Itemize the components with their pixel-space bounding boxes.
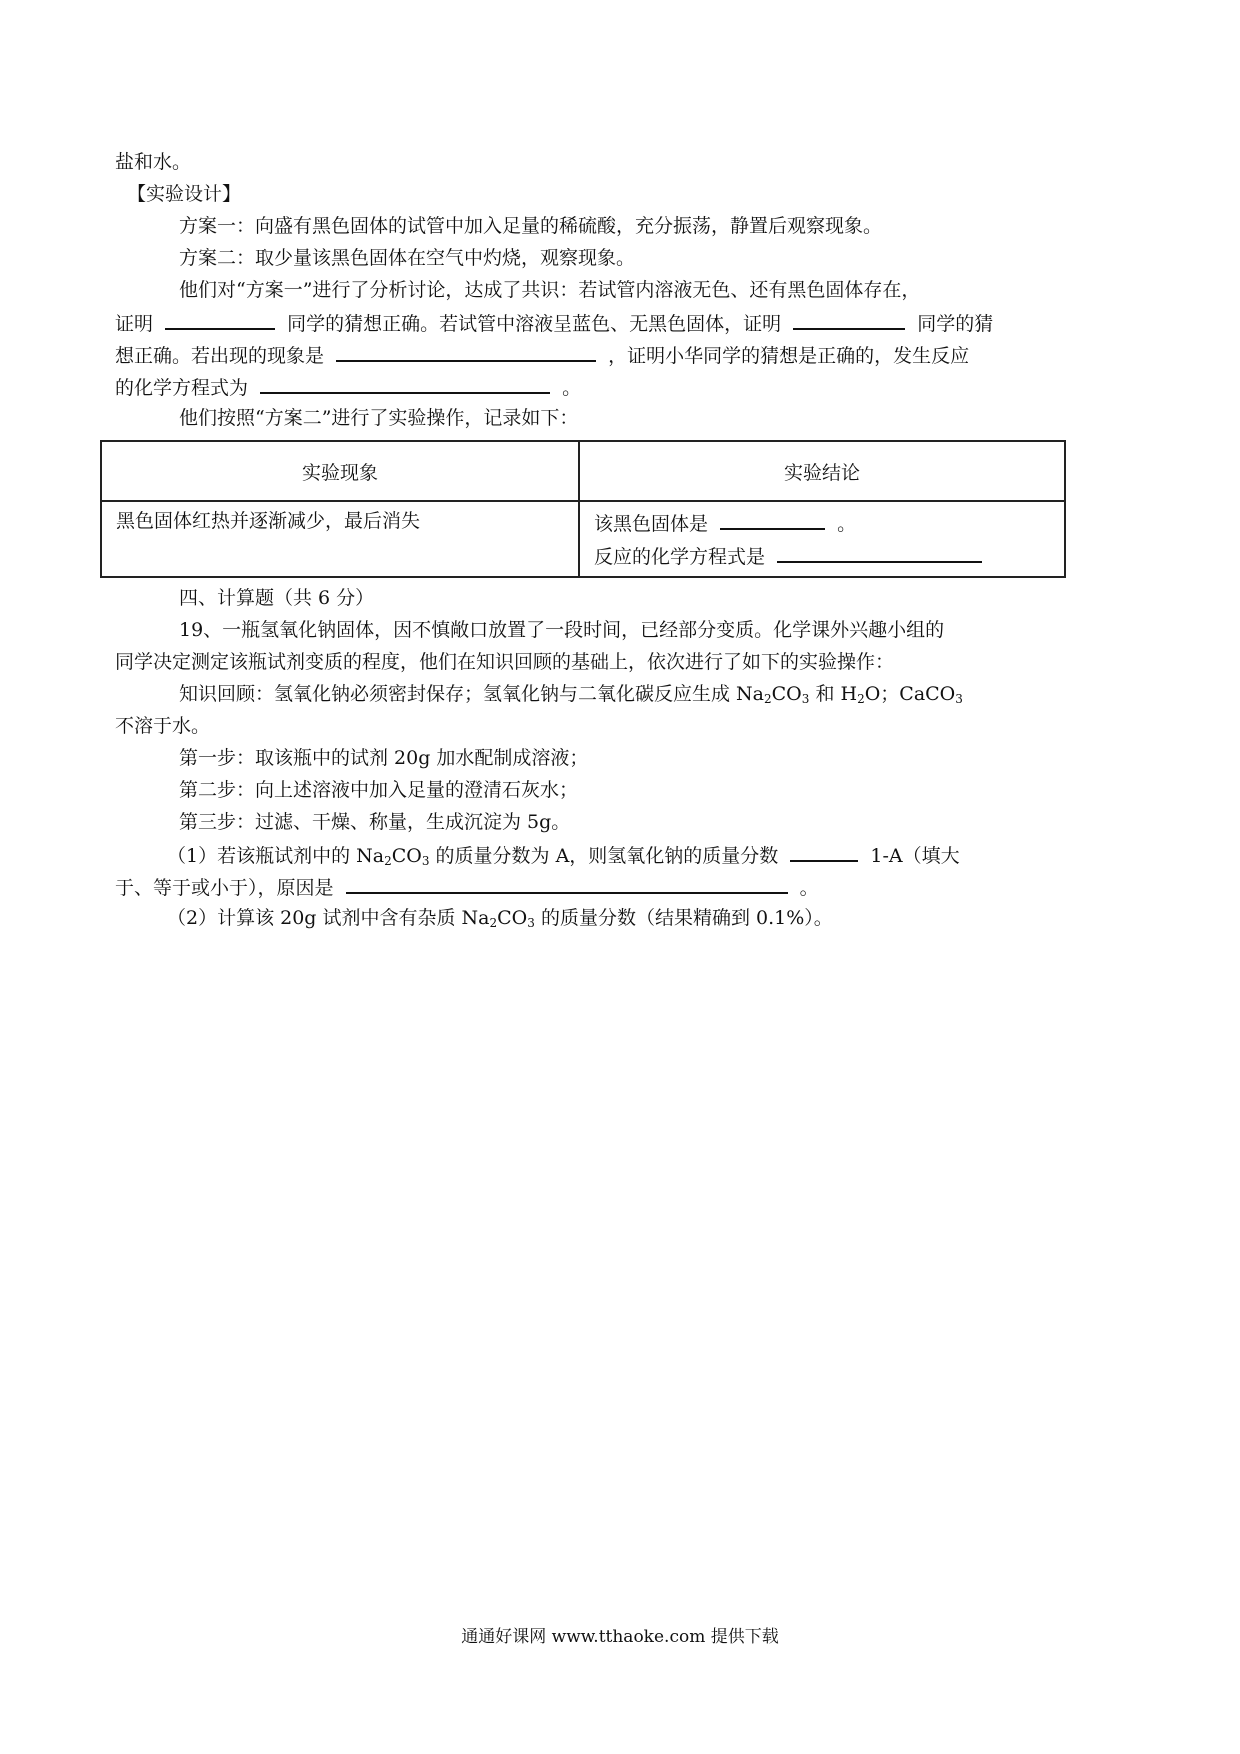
experiment-table (100, 440, 1066, 578)
answer-blank[interactable] (777, 539, 982, 563)
answer-blank[interactable] (346, 870, 788, 894)
subscript: 3 (421, 854, 430, 868)
text-span: 。 (799, 877, 819, 899)
discussion-line (115, 370, 1060, 402)
text-span: 同学的猜 (917, 313, 994, 335)
plan-two: 方案二：取少量该黑色固体在空气中灼烧，观察现象。 (179, 247, 636, 269)
text-span: 的质量分数为 A，则氢氧化钠的质量分数 (429, 845, 779, 867)
table-cell-phenomenon: 黑色固体红热并逐渐减少，最后消失 (101, 501, 579, 577)
plan-one: 方案一：向盛有黑色固体的试管中加入足量的稀硫酸，充分振荡，静置后观察现象。 (179, 215, 883, 237)
subscript: 2 (764, 692, 772, 706)
section-heading: 【实验设计】 (127, 183, 242, 205)
answer-blank[interactable] (720, 506, 825, 530)
text-span: 的质量分数（结果精确到 0.1%）。 (534, 907, 833, 929)
conclusion-line (594, 506, 1050, 539)
sub-question-1-cont (115, 870, 1060, 902)
table-header-cell: 实验结论 (579, 441, 1065, 501)
conclusion-line (594, 539, 1050, 572)
subscript: 3 (955, 692, 963, 706)
discussion-line: 他们对“方案一”进行了分析讨论，达成了共识：若试管内溶液无色、还有黑色固体存在， (179, 279, 921, 301)
text-span: 想正确。若出现的现象是 (115, 345, 325, 367)
subscript: 3 (527, 916, 535, 930)
sub-question-2 (115, 902, 1060, 934)
text-span: 证明 (115, 313, 154, 335)
text-span: CO (391, 845, 422, 867)
text-span: ，证明小华同学的猜想是正确的，发生反应 (608, 345, 970, 367)
text-span: CO (771, 683, 802, 705)
text-span: 于、等于或小于），原因是 (115, 877, 334, 899)
step-three: 第三步：过滤、干燥、称量，生成沉淀为 5g。 (179, 811, 571, 833)
table-header-row (101, 441, 1065, 501)
subscript: 2 (489, 916, 498, 930)
text-span: 知识回顾：氢氧化钠必须密封保存；氢氧化钠与二氧化碳反应生成 Na (179, 683, 764, 705)
footer-text: 通通好课网 www.tthaoke.com 提供下载 (461, 1627, 779, 1647)
subscript: 2 (384, 854, 392, 868)
knowledge-review-cont: 不溶于水。 (115, 715, 211, 737)
document-body (115, 146, 1060, 934)
answer-blank[interactable] (165, 306, 275, 330)
question-19: 19、一瓶氢氧化钠固体，因不慎敞口放置了一段时间，已经部分变质。化学课外兴趣小组的 (179, 619, 945, 641)
text-span: （2）计算该 20g 试剂中含有杂质 Na (167, 907, 490, 929)
text-span: 和 H (809, 683, 858, 705)
section-title: 四、计算题（共 6 分） (179, 587, 375, 609)
question-19-cont: 同学决定测定该瓶试剂变质的程度，他们在知识回顾的基础上，依次进行了如下的实验操作： (115, 651, 895, 673)
text-span: 反应的化学方程式是 (594, 546, 766, 568)
table-row (101, 501, 1065, 577)
answer-blank[interactable] (260, 370, 550, 394)
text-span: 1-A（填大 (870, 845, 960, 867)
table-header-cell: 实验现象 (101, 441, 579, 501)
discussion-line (115, 338, 1060, 370)
step-two: 第二步：向上述溶液中加入足量的澄清石灰水； (179, 779, 579, 801)
subscript: 3 (801, 692, 810, 706)
text-span: 。 (837, 513, 857, 535)
sub-question-1 (115, 838, 1060, 870)
text-span: 。 (562, 377, 582, 399)
text-span: （1）若该瓶试剂中的 Na (167, 845, 385, 867)
plan-two-intro: 他们按照“方案二”进行了实验操作，记录如下： (179, 407, 579, 429)
text-line: 盐和水。 (115, 151, 192, 173)
text-span: 同学的猜想正确。若试管中溶液呈蓝色、无黑色固体，证明 (287, 313, 782, 335)
discussion-line (115, 306, 1060, 338)
answer-blank[interactable] (793, 306, 905, 330)
answer-blank[interactable] (790, 838, 858, 862)
text-span: 该黑色固体是 (594, 513, 709, 535)
text-span: O；CaCO (864, 683, 956, 705)
text-span: CO (497, 907, 528, 929)
text-span: 的化学方程式为 (115, 377, 249, 399)
table-cell-conclusion (579, 501, 1065, 577)
answer-blank[interactable] (336, 338, 596, 362)
subscript: 2 (857, 692, 865, 706)
step-one: 第一步：取该瓶中的试剂 20g 加水配制成溶液； (179, 747, 589, 769)
knowledge-review (115, 678, 1060, 710)
